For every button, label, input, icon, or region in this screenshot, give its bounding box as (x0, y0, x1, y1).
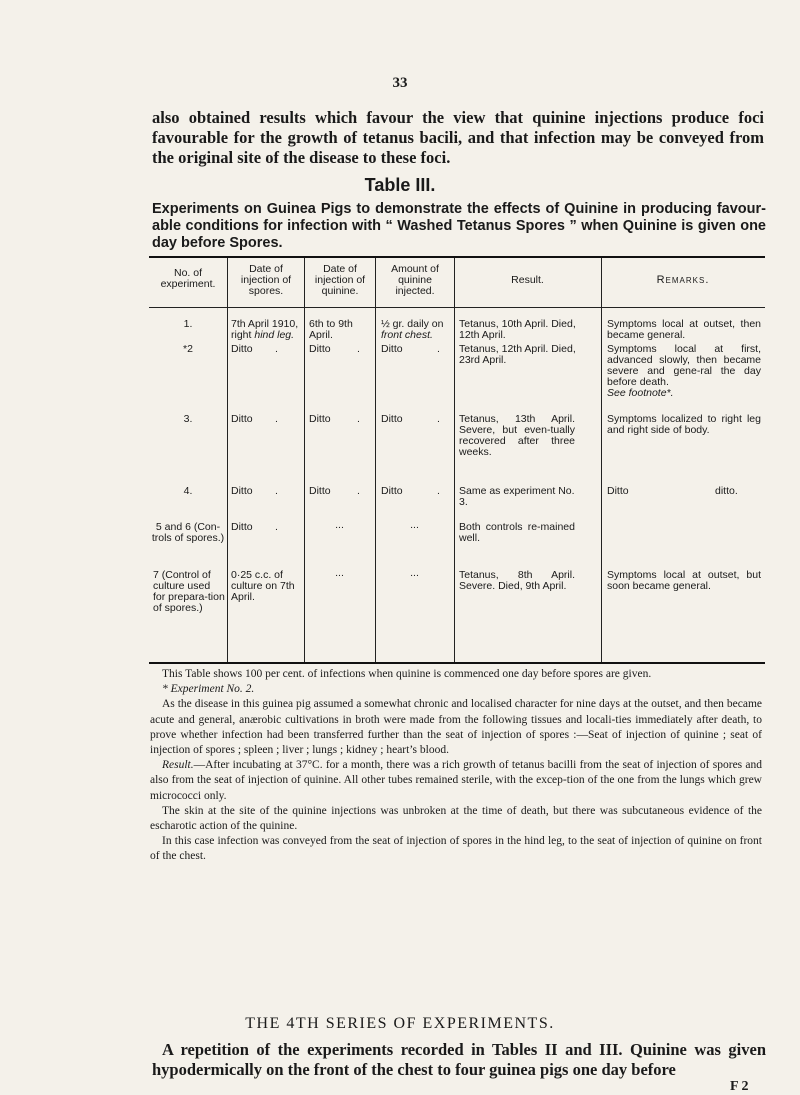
cell-result: Same as experiment No. 3. (459, 485, 575, 508)
header-result: Result. (511, 274, 544, 286)
cell-quinine-text: Ditto (309, 343, 331, 355)
header-amount: Amount of quinine injected. (391, 263, 439, 297)
cell-result: Both controls re-mained well. (459, 521, 575, 544)
column-divider (375, 258, 376, 662)
dot-leader: . (357, 343, 360, 355)
footnote-paragraph-2 (150, 758, 762, 804)
cell-spores-text: Ditto (231, 413, 253, 425)
cell-remarks-text: Symptoms local at first, advanced slowly, then became severe and gene-ral the day before death. (607, 343, 761, 388)
cell-spores (231, 344, 299, 355)
cell-no: 5 and 6 (Con-trols of spores.) (151, 521, 225, 544)
result-text: —After incubating at 37°C. for a month, there was a rich growth of tetanus bacilli from the seat of injection of spores and also from the seat of injection of quinine. All other tubes remained sterile, with the excep-tion of the one from the lungs which grew micrococci only. (150, 759, 762, 802)
cell-spores-line1: 7th April 1910, (231, 318, 299, 330)
cell-remarks: Symptoms local at outset, then became general. (607, 318, 761, 341)
cell-remarks (607, 344, 761, 399)
cell-quinine: 6th to 9th April. (309, 318, 353, 341)
cell-quinine (309, 414, 371, 425)
header-no: No. of experiment. (160, 267, 216, 290)
cell-spores (231, 319, 303, 341)
experiment-label: * Experiment No. 2. (162, 683, 255, 696)
column-divider (304, 258, 305, 662)
intro-paragraph: also obtained results which favour the view that quinine injections produce foci favourable for the growth of tetanus bacili, and that infection may be conveyed from the original site of the disease to these foci. (152, 108, 764, 167)
header-date-quinine: Date of injection of quinine. (314, 263, 366, 297)
signature-mark: F 2 (730, 1079, 749, 1094)
dot-leader: . (275, 485, 278, 497)
cell-remarks (607, 486, 761, 497)
cell-amount: ... (410, 567, 419, 579)
dot-leader: . (437, 413, 440, 425)
footnote-paragraph-4: In this case infection was conveyed from the seat of injection of spores in the hind leg, to the seat of injection of quinine on front of the chest. (150, 835, 762, 863)
cell-spores-line2: right (231, 329, 252, 341)
cell-quinine-text: Ditto (309, 485, 331, 497)
dot-leader: . (275, 413, 278, 425)
cell-remarks-ital: See footnote*. (607, 387, 674, 399)
header-rule (149, 307, 765, 308)
cell-amount-text: Ditto (381, 413, 403, 425)
dot-leader: . (437, 343, 440, 355)
cell-no: 4. (183, 485, 193, 497)
cell-result: Tetanus, 10th April. Died, 12th April. (459, 318, 576, 341)
cell-amount-line1: ½ gr. daily on (381, 318, 444, 330)
cell-spores-ital: hind leg. (254, 329, 295, 341)
cell-quinine (309, 344, 371, 355)
table-title: Table III. (364, 175, 436, 195)
cell-result: Tetanus, 12th April. Died, 23rd April. (459, 343, 576, 366)
table-summary: This Table shows 100 per cent. of infections when quinine is commenced one day before spores are given. (162, 668, 652, 680)
cell-spores-text: Ditto (231, 521, 253, 533)
cell-spores (231, 414, 299, 425)
cell-quinine-text: Ditto (309, 413, 331, 425)
result-label: Result. (162, 759, 194, 772)
results-table (149, 256, 765, 664)
dot-leader: . (357, 485, 360, 497)
cell-result: Tetanus, 8th April. Severe. Died, 9th April. (459, 569, 575, 592)
table-subtitle: Experiments on Guinea Pigs to demonstrate the effects of Quinine in producing favour-able conditions for infection with “ Washed Tetanus Spores ” when Quinine is given one day before Spores. (152, 201, 766, 251)
cell-amount (381, 414, 451, 425)
cell-spores: 0·25 c.c. of culture on 7th April. (231, 569, 295, 603)
cell-amount-ital: front chest. (381, 329, 433, 341)
cell-amount (381, 344, 451, 355)
cell-spores (231, 522, 299, 533)
cell-amount-text: Ditto (381, 485, 403, 497)
section-heading: THE 4TH SERIES OF EXPERIMENTS. (245, 1015, 555, 1032)
footnotes (150, 667, 762, 865)
cell-quinine: ... (335, 567, 344, 579)
dot-leader: . (357, 413, 360, 425)
header-date-spores: Date of injection of spores. (240, 263, 292, 297)
column-divider (454, 258, 455, 662)
cell-spores-text: Ditto (231, 485, 253, 497)
column-divider (227, 258, 228, 662)
cell-remarks: Symptoms localized to right leg and right side of body. (607, 413, 761, 436)
cell-quinine: ... (335, 519, 344, 531)
cell-no: 7 (Control of culture used for prepara-tion of spores.) (153, 569, 225, 614)
cell-no: *2 (183, 343, 193, 355)
cell-remarks-a: Ditto (607, 485, 629, 497)
header-remarks: Remarks. (656, 274, 710, 286)
page-number: 33 (392, 75, 408, 91)
closing-paragraph: A repetition of the experiments recorded in Tables II and III. Quinine was given hypodermically on the front of the chest to four guinea pigs one day before (152, 1040, 766, 1079)
cell-spores (231, 486, 299, 497)
cell-quinine (309, 486, 371, 497)
column-divider (601, 258, 602, 662)
cell-amount: ... (410, 519, 419, 531)
cell-no: 3. (183, 413, 193, 425)
cell-no: 1. (183, 318, 193, 330)
footnote-paragraph-1: As the disease in this guinea pig assumed a somewhat chronic and localised character for nine days at the outset, and then became acute and general, anærobic cultivations in broth were made from the following tissues and locali-ties immediately after death, to prove whether infection had been transferred further than the seat of injection of spores :—Seat of injection of quinine ; seat of injection of spores ; spleen ; liver ; lungs ; kidney ; heart’s blood. (150, 698, 762, 757)
dot-leader: . (275, 343, 278, 355)
dot-leader: . (437, 485, 440, 497)
cell-remarks: Symptoms local at outset, but soon became general. (607, 569, 761, 592)
cell-result: Tetanus, 13th April. Severe, but even-tually recovered after three weeks. (459, 413, 575, 458)
cell-amount (381, 486, 451, 497)
cell-amount (381, 319, 453, 341)
dot-leader: . (275, 521, 278, 533)
footnote-paragraph-3: The skin at the site of the quinine injections was unbroken at the time of death, but there was subcutaneous evidence of the escharotic action of the quinine. (150, 804, 762, 833)
cell-spores-text: Ditto (231, 343, 253, 355)
cell-amount-text: Ditto (381, 343, 403, 355)
cell-remarks-b: ditto. (715, 485, 738, 497)
